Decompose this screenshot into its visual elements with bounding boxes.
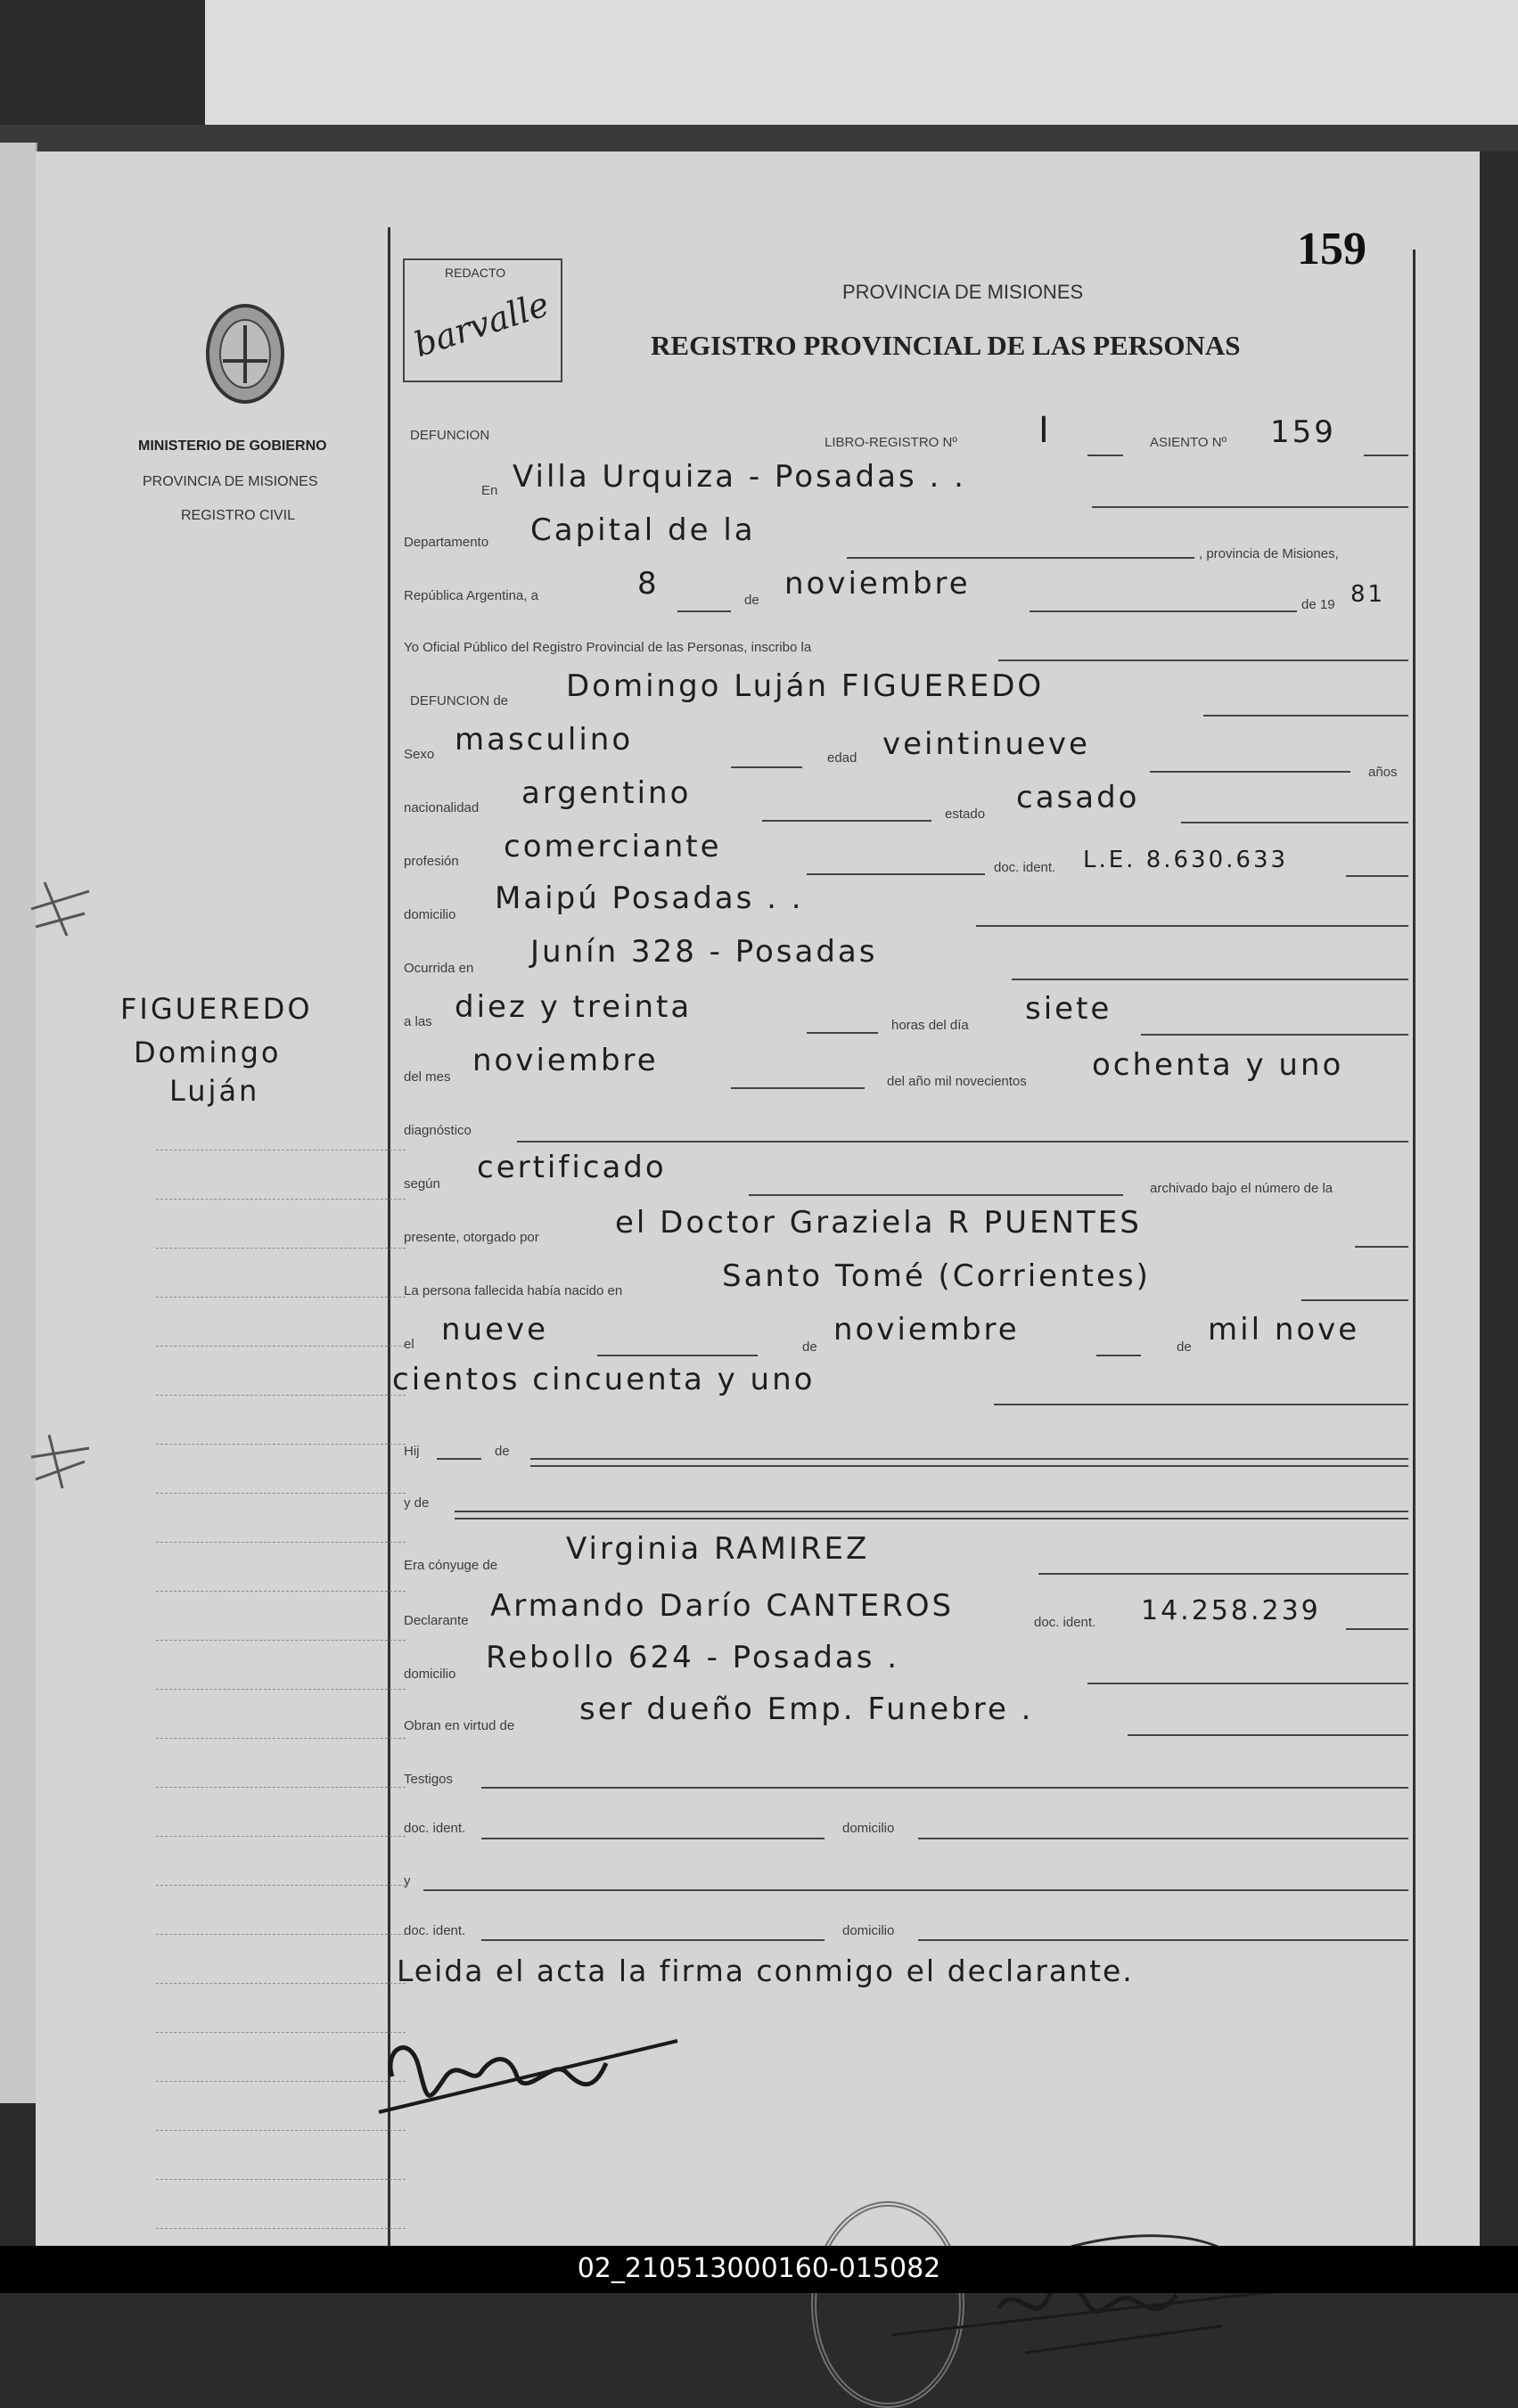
obran-label: Obran en virtud de xyxy=(404,1718,515,1733)
y-rule xyxy=(423,1889,1408,1891)
defuncion-label: DEFUNCION xyxy=(410,428,490,443)
hij-label: Hij xyxy=(404,1444,420,1459)
margin-rule xyxy=(156,1738,406,1739)
del-ano-label: del año mil novecientos xyxy=(887,1074,1027,1089)
sexo-value: masculino xyxy=(455,722,634,758)
testigo1-domicilio-rule xyxy=(918,1838,1408,1839)
asiento-rule xyxy=(1364,455,1408,456)
estado-value: casado xyxy=(1016,780,1140,815)
footer-code: 02_210513000160-015082 xyxy=(577,2253,941,2284)
segun-rule xyxy=(749,1194,1123,1196)
month-rule xyxy=(1030,610,1297,612)
doc-ident-value: L.E. 8.630.633 xyxy=(1083,847,1289,873)
margin-given-name: Domingo xyxy=(134,1036,282,1069)
y-de-rule-2 xyxy=(455,1518,1408,1519)
thread-mark-icon xyxy=(27,873,98,945)
birth-year-1: mil nove xyxy=(1208,1312,1360,1347)
birth-de-label: de xyxy=(802,1339,817,1355)
testigos-rule xyxy=(481,1787,1408,1789)
testigo1-domicilio-label: domicilio xyxy=(842,1821,895,1836)
day-rule xyxy=(677,610,731,612)
hij-de-rule-2 xyxy=(530,1465,1408,1467)
margin-rule xyxy=(156,2081,406,2082)
ano-value: ochenta y uno xyxy=(1092,1047,1344,1083)
margin-middle-name: Luján xyxy=(169,1074,260,1108)
defuncion-de-label: DEFUNCION de xyxy=(410,693,509,708)
asiento-label: ASIENTO Nº xyxy=(1150,435,1227,450)
deceased-rule xyxy=(1203,715,1408,717)
decl-doc-rule xyxy=(1346,1628,1408,1630)
margin-rule xyxy=(156,1346,406,1347)
testigo1-doc-rule xyxy=(481,1838,825,1839)
nacionalidad-rule xyxy=(762,820,931,822)
libro-value: I xyxy=(1038,410,1052,451)
domicilio-value: Maipú Posadas . . xyxy=(495,880,804,916)
republica-label: República Argentina, a xyxy=(404,588,538,603)
redacto-box xyxy=(403,258,562,382)
testigo1-doc-label: doc. ident. xyxy=(404,1821,466,1836)
hij-de-rule xyxy=(530,1458,1408,1460)
conyuge-label: Era cónyuge de xyxy=(404,1558,498,1573)
oficial-text: Yo Oficial Público del Registro Provincial de las Personas, inscribo la xyxy=(404,640,812,655)
doc-ident-label: doc. ident. xyxy=(994,860,1056,875)
declarant-signature-icon xyxy=(374,2014,695,2139)
margin-rule xyxy=(156,1640,406,1641)
margin-rule xyxy=(156,1444,406,1445)
profesion-label: profesión xyxy=(404,854,459,869)
back-sheet xyxy=(205,0,1518,125)
margin-rule xyxy=(156,1591,406,1592)
estado-label: estado xyxy=(945,807,986,822)
margin-rule xyxy=(156,1983,406,1984)
deceased-name: Domingo Luján FIGUEREDO xyxy=(566,668,1045,704)
y-de-rule xyxy=(455,1511,1408,1512)
day-value: 8 xyxy=(637,566,660,602)
left-page-strip xyxy=(0,143,37,2103)
doc-ident-rule xyxy=(1346,875,1408,877)
margin-rule xyxy=(156,1787,406,1788)
margin-rule xyxy=(156,2228,406,2229)
anos-label: años xyxy=(1368,765,1398,780)
closing-text: Leida el acta la firma conmigo el declarante. xyxy=(397,1953,1134,1988)
nacido-label: La persona fallecida había nacido en xyxy=(404,1283,623,1298)
margin-rule xyxy=(156,1248,406,1249)
ministry-province-label: PROVINCIA DE MISIONES xyxy=(143,474,318,489)
segun-value: certificado xyxy=(477,1150,667,1185)
margin-rule xyxy=(156,1493,406,1494)
departamento-rule xyxy=(847,557,1194,559)
margin-rule xyxy=(156,1297,406,1298)
year-value: 81 xyxy=(1350,581,1386,608)
margin-rule xyxy=(156,1395,406,1396)
dia-rule xyxy=(1141,1034,1408,1036)
testigos-label: Testigos xyxy=(404,1772,454,1787)
libro-label: LIBRO-REGISTRO Nº xyxy=(825,435,957,450)
birth-de2-label: de xyxy=(1177,1339,1192,1355)
birth-day-rule xyxy=(597,1355,758,1356)
thread-mark-icon xyxy=(27,1426,98,1497)
margin-rule xyxy=(156,1836,406,1837)
a-las-rule xyxy=(807,1032,878,1034)
margin-rule xyxy=(156,2179,406,2180)
document-page xyxy=(36,152,1480,2246)
ministry-label: MINISTERIO DE GOBIERNO xyxy=(138,438,327,454)
otorgado-rule xyxy=(1355,1246,1408,1248)
form-left-border xyxy=(388,227,390,2246)
del-mes-label: del mes xyxy=(404,1069,451,1085)
decl-doc-value: 14.258.239 xyxy=(1141,1595,1321,1626)
nacido-value: Santo Tomé (Corrientes) xyxy=(722,1258,1151,1294)
sexo-rule xyxy=(731,766,802,768)
nacido-rule xyxy=(1301,1299,1408,1301)
domicilio-rule xyxy=(976,925,1408,927)
margin-rule xyxy=(156,1199,406,1200)
en-label: En xyxy=(481,483,498,498)
date-de-label: de xyxy=(744,593,759,608)
margin-rule xyxy=(156,2032,406,2033)
provincia-suffix: , provincia de Misiones, xyxy=(1199,546,1339,561)
hij-rule xyxy=(437,1458,481,1460)
hij-de-label: de xyxy=(495,1444,510,1459)
margin-rule xyxy=(156,1150,406,1151)
obran-value: ser dueño Emp. Funebre . xyxy=(579,1691,1034,1727)
a-las-label: a las xyxy=(404,1014,432,1029)
birth-month: noviembre xyxy=(833,1312,1020,1347)
mes-rule xyxy=(731,1087,865,1089)
nacionalidad-value: argentino xyxy=(521,775,692,811)
page-number: 159 xyxy=(1297,224,1366,274)
diagnostico-rule xyxy=(517,1141,1408,1143)
margin-rule xyxy=(156,1542,406,1543)
ocurrida-value: Junín 328 - Posadas xyxy=(530,934,878,970)
decl-domicilio-label: domicilio xyxy=(404,1667,456,1682)
testigo2-domicilio-label: domicilio xyxy=(842,1923,895,1938)
profesion-value: comerciante xyxy=(504,829,722,864)
testigo2-doc-rule xyxy=(481,1939,825,1941)
asiento-value: 159 xyxy=(1270,414,1336,450)
decl-doc-label: doc. ident. xyxy=(1034,1615,1096,1630)
y-de-label: y de xyxy=(404,1495,430,1511)
en-rule xyxy=(1092,506,1408,508)
ocurrida-label: Ocurrida en xyxy=(404,961,474,976)
sexo-label: Sexo xyxy=(404,747,435,762)
domicilio-label: domicilio xyxy=(404,907,456,922)
ocurrida-rule xyxy=(1012,979,1408,980)
nacionalidad-label: nacionalidad xyxy=(404,800,480,815)
margin-rule xyxy=(156,2130,406,2131)
estado-rule xyxy=(1181,822,1408,823)
dia-value: siete xyxy=(1025,991,1112,1027)
birth-year-2: cientos cincuenta y uno xyxy=(392,1362,816,1397)
decl-domicilio-rule xyxy=(1087,1683,1408,1684)
el-label: el xyxy=(404,1337,414,1352)
presente-label: presente, otorgado por xyxy=(404,1230,539,1245)
libro-rule xyxy=(1087,455,1123,456)
oficial-rule xyxy=(998,659,1408,661)
departamento-value: Capital de la xyxy=(530,512,756,548)
otorgado-value: el Doctor Graziela R PUENTES xyxy=(615,1205,1142,1241)
testigo2-doc-label: doc. ident. xyxy=(404,1923,466,1938)
archivado-label: archivado bajo el número de la xyxy=(1150,1181,1333,1196)
birth-day: nueve xyxy=(441,1312,549,1347)
edad-label: edad xyxy=(827,750,857,766)
en-value: Villa Urquiza - Posadas . . xyxy=(513,459,966,495)
redacto-signature: barvalle xyxy=(409,283,554,365)
month-value: noviembre xyxy=(784,566,971,602)
declarante-value: Armando Darío CANTEROS xyxy=(490,1588,955,1624)
y-label: y xyxy=(404,1873,411,1888)
form-right-border xyxy=(1413,250,1415,2246)
margin-rule xyxy=(156,1885,406,1886)
declarante-label: Declarante xyxy=(404,1613,469,1628)
horas-label: horas del día xyxy=(891,1018,969,1033)
profesion-rule xyxy=(807,873,985,875)
edad-value: veintinueve xyxy=(882,726,1090,762)
edad-rule xyxy=(1150,771,1350,773)
diagnostico-label: diagnóstico xyxy=(404,1123,472,1138)
registry-heading: REGISTRO PROVINCIAL DE LAS PERSONAS xyxy=(651,330,1241,361)
margin-rule xyxy=(156,1934,406,1935)
testigo2-domicilio-rule xyxy=(918,1939,1408,1941)
birth-month-rule xyxy=(1096,1355,1141,1356)
year-prefix-label: de 19 xyxy=(1301,597,1335,612)
civil-registry-label: REGISTRO CIVIL xyxy=(181,508,296,523)
redacto-label: REDACTO xyxy=(445,266,506,280)
obran-rule xyxy=(1128,1734,1408,1736)
coat-of-arms-icon xyxy=(196,299,294,410)
birth-year-rule xyxy=(994,1404,1408,1405)
departamento-label: Departamento xyxy=(404,535,489,550)
conyuge-rule xyxy=(1038,1573,1408,1575)
binder-edge xyxy=(0,125,1518,152)
decl-domicilio-value: Rebollo 624 - Posadas . xyxy=(486,1640,900,1675)
conyuge-value: Virginia RAMIREZ xyxy=(566,1531,870,1567)
mes-value: noviembre xyxy=(472,1043,659,1078)
margin-surname: FIGUEREDO xyxy=(120,992,313,1026)
segun-label: según xyxy=(404,1176,440,1192)
province-heading: PROVINCIA DE MISIONES xyxy=(842,281,1084,303)
a-las-value: diez y treinta xyxy=(455,989,693,1025)
margin-rule xyxy=(156,1689,406,1690)
